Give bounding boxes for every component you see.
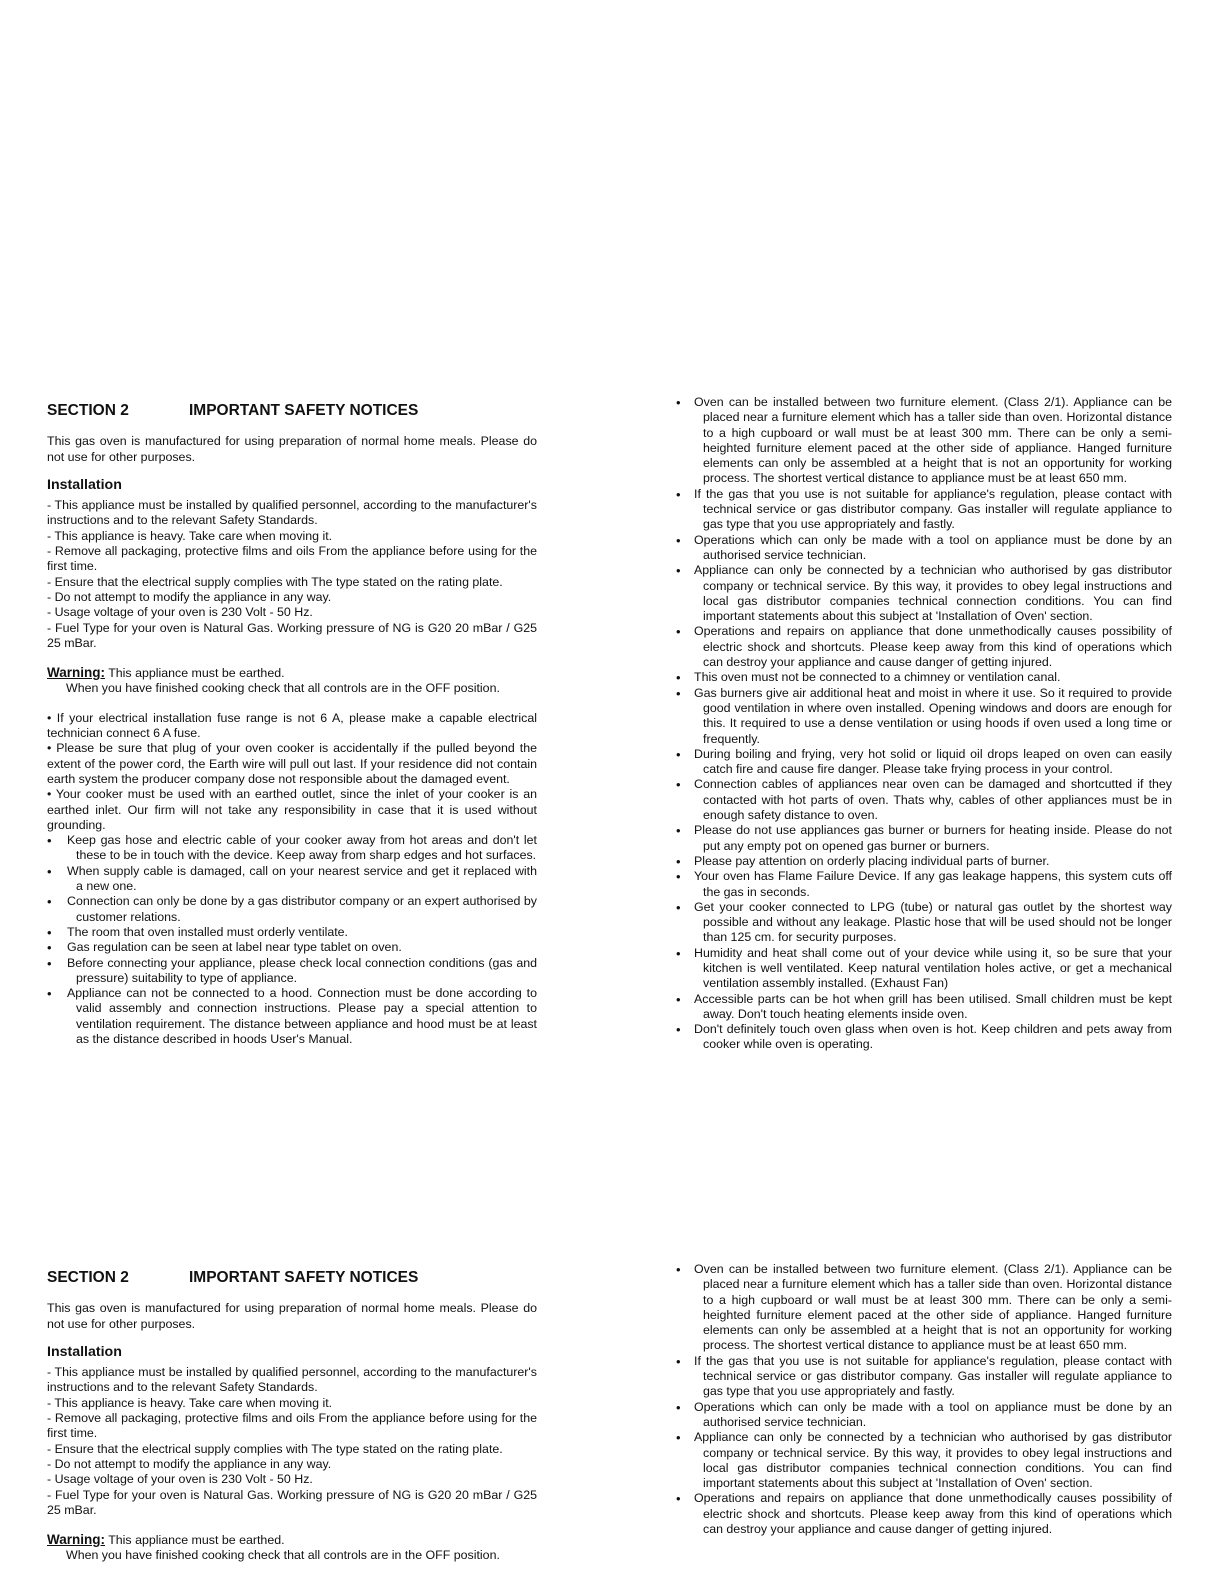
- installation-item: - This appliance is heavy. Take care when moving it.: [47, 1395, 333, 1410]
- section-number: SECTION 2: [47, 1269, 129, 1286]
- right-bullet-list: [676, 395, 1172, 1053]
- intro-paragraph: This gas oven is manufactured for using preparation of normal home meals. Please do not use for other purposes.: [47, 1301, 537, 1331]
- installation-item: - Do not attempt to modify the appliance in any way.: [47, 1456, 332, 1471]
- plain-bullet: • Your cooker must be used with an earthed outlet, since the inlet of your cooker is an earthed inlet. Our firm will not take any responsibility in case that it is used without grounding.: [47, 787, 537, 832]
- section-title: IMPORTANT SAFETY NOTICES: [189, 1269, 419, 1286]
- bullet-item: • Get your cooker connected to LPG (tube) or natural gas outlet by the shortest way possible and without any leakage. Plastic hose that will be used should not be longer than 125 cm. for security purposes.: [676, 900, 1172, 946]
- section-number: SECTION 2: [47, 402, 129, 419]
- installation-heading: Installation: [47, 1343, 122, 1360]
- bullet-item: • Don't definitely touch oven glass when oven is hot. Keep children and pets away from cooker while oven is operating.: [676, 1022, 1172, 1053]
- warning-text: This appliance must be earthed.: [108, 1533, 285, 1548]
- installation-item: - This appliance is heavy. Take care when moving it.: [47, 528, 333, 543]
- plain-bullet: • If your electrical installation fuse range is not 6 A, please make a capable electrical technician connect 6 A fuse.: [47, 710, 537, 741]
- bullet-item: • Oven can be installed between two furniture element. (Class 2/1). Appliance can be placed near a furniture element which has a taller side than oven. Horizontal distance to a high cupboard or wall must be at least 300 mm. There can be only a semi-heighted furniture element paced at the other side of appliance. Hanged furniture elements can only be assembled at a height that is not an opportunity for working process. The shortest vertical distance to appliance must be at least 650 mm.: [676, 1262, 1172, 1354]
- warning-subtext: When you have finished cooking check that all controls are in the OFF position.: [66, 681, 500, 696]
- intro-paragraph: This gas oven is manufactured for using preparation of normal home meals. Please do not use for other purposes.: [47, 434, 537, 464]
- installation-item: - Usage voltage of your oven is 230 Volt - 50 Hz.: [47, 1472, 313, 1487]
- bullet-item: • Operations and repairs on appliance that done unmethodically causes possibility of electric shock and shortcuts. Please keep away from this kind of operations which can destroy your appliance and cause danger of getting injured.: [676, 1491, 1172, 1537]
- right-bullet-list: [676, 1262, 1172, 1537]
- bullet-item: • Appliance can only be connected by a technician who authorised by gas distributor company or technical service. By this way, it provides to obey legal instructions and local gas distributor companies technical connection conditions. You can find important statements about this subject at 'Installation of Oven' section.: [676, 1430, 1172, 1491]
- left-column: [47, 1262, 537, 1578]
- section-title: IMPORTANT SAFETY NOTICES: [189, 402, 419, 419]
- bullet-item: • Keep gas hose and electric cable of your cooker away from hot areas and don't let these to be in touch with the device. Keep away from sharp edges and hot surfaces.: [47, 833, 537, 864]
- page-copy-2: [0, 1262, 1225, 1585]
- bullet-item: • Before connecting your appliance, please check local connection conditions (gas and pressure) suitability to type of appliance.: [47, 956, 537, 987]
- installation-item: - This appliance must be installed by qualified personnel, according to the manufacturer's instructions and to the relevant Safety Standards.: [47, 498, 537, 528]
- installation-item: - Ensure that the electrical supply complies with The type stated on the rating plate.: [47, 574, 503, 589]
- warning-label: Warning:: [47, 1532, 105, 1548]
- bullet-item: • Humidity and heat shall come out of your device while using it, so be sure that your kitchen is well ventilated. Keep natural ventilation holes active, or get a mechanical ventilation assembly installed. (Exhaust Fan): [676, 946, 1172, 992]
- bullet-item: • Please do not use appliances gas burner or burners for heating inside. Please do not put any empty pot on opened gas burner or burners.: [676, 823, 1172, 854]
- installation-heading: Installation: [47, 476, 122, 493]
- bullet-item: • Oven can be installed between two furniture element. (Class 2/1). Appliance can be placed near a furniture element which has a taller side than oven. Horizontal distance to a high cupboard or wall must be at least 300 mm. There can be only a semi-heighted furniture element paced at the other side of appliance. Hanged furniture elements can only be assembled at a height that is not an opportunity for working process. The shortest vertical distance to appliance must be at least 650 mm.: [676, 395, 1172, 487]
- bullet-item: • During boiling and frying, very hot solid or liquid oil drops leaped on oven can easily catch fire and cause fire danger. Please take frying process in your control.: [676, 747, 1172, 778]
- installation-list: [47, 498, 537, 651]
- installation-item: - Fuel Type for your oven is Natural Gas. Working pressure of NG is G20 20 mBar / G25 25 mBar.: [47, 1487, 537, 1517]
- warning-text: This appliance must be earthed.: [108, 666, 285, 681]
- bullet-item: • Accessible parts can be hot when grill has been utilised. Small children must be kept away. Don't touch heating elements inside oven.: [676, 992, 1172, 1023]
- bullet-item: • Gas regulation can be seen at label near type tablet on oven.: [47, 940, 537, 955]
- installation-item: - Remove all packaging, protective films and oils From the appliance before using for the first time.: [47, 1411, 537, 1441]
- section-heading: [47, 1270, 537, 1285]
- right-column: [676, 395, 1172, 1053]
- left-column: [47, 395, 537, 1047]
- installation-item: - This appliance must be installed by qualified personnel, according to the manufacturer's instructions and to the relevant Safety Standards.: [47, 1365, 537, 1395]
- installation-item: - Remove all packaging, protective films and oils From the appliance before using for the first time.: [47, 544, 537, 574]
- bullet-item: • Operations and repairs on appliance that done unmethodically causes possibility of electric shock and shortcuts. Please keep away from this kind of operations which can destroy your appliance and cause danger of getting injured.: [676, 624, 1172, 670]
- right-column: [676, 1262, 1172, 1537]
- bullet-item: • Gas burners give air additional heat and moist in where it use. So it required to provide good ventilation in where oven installed. Opening windows and doors are enough for this. It required to use a dense ventilation or using hoods if oven used a long time or frequently.: [676, 686, 1172, 747]
- bullet-item: • This oven must not be connected to a chimney or ventilation canal.: [676, 670, 1172, 685]
- left-bullet-list: [47, 833, 537, 1047]
- bullet-item: • Connection can only be done by a gas distributor company or an expert authorised by customer relations.: [47, 894, 537, 925]
- installation-list: [47, 1365, 537, 1518]
- warning-line: [47, 1532, 537, 1548]
- bullet-item: • When supply cable is damaged, call on your nearest service and get it replaced with a new one.: [47, 864, 537, 895]
- warning-subtext: When you have finished cooking check that all controls are in the OFF position.: [66, 1548, 500, 1563]
- installation-item: - Ensure that the electrical supply complies with The type stated on the rating plate.: [47, 1441, 503, 1456]
- warning-line: [47, 665, 537, 681]
- bullet-item: • Connection cables of appliances near oven can be damaged and shortcutted if they contacted with hot parts of oven. Thats why, cables of other appliances must be in enough safety distance to oven.: [676, 777, 1172, 823]
- bullet-item: • Operations which can only be made with a tool on appliance must be done by an authorised service technician.: [676, 533, 1172, 564]
- section-heading: [47, 403, 537, 418]
- bullet-item: • Appliance can only be connected by a technician who authorised by gas distributor company or technical service. By this way, it provides to obey legal instructions and local gas distributor companies technical connection conditions. You can find important statements about this subject at 'Installation of Oven' section.: [676, 563, 1172, 624]
- plain-bullet-list: [47, 711, 537, 833]
- bullet-item: • Appliance can not be connected to a hood. Connection must be done according to valid assembly and connection instructions. Please pay a special attention to ventilation requirement. The distance between appliance and hood must be at least as the distance described in hoods User's Manual.: [47, 986, 537, 1047]
- page-copy-1: [0, 395, 1225, 1145]
- plain-bullet: • Please be sure that plug of your oven cooker is accidentally if the pulled beyond the extent of the power cord, the Earth wire will pull out last. If your residence did not contain earth system the producer company dose not responsible about the damaged event.: [47, 741, 537, 786]
- warning-label: Warning:: [47, 665, 105, 681]
- bullet-item: • If the gas that you use is not suitable for appliance's regulation, please contact with technical service or gas distributor company. Gas installer will regulate appliance to gas type that you use appropriately and fastly.: [676, 1354, 1172, 1400]
- bullet-item: • Operations which can only be made with a tool on appliance must be done by an authorised service technician.: [676, 1400, 1172, 1431]
- installation-item: - Fuel Type for your oven is Natural Gas. Working pressure of NG is G20 20 mBar / G25 25 mBar.: [47, 620, 537, 650]
- installation-item: - Usage voltage of your oven is 230 Volt - 50 Hz.: [47, 605, 313, 620]
- bullet-item: • Please pay attention on orderly placing individual parts of burner.: [676, 854, 1172, 869]
- bullet-item: • If the gas that you use is not suitable for appliance's regulation, please contact with technical service or gas distributor company. Gas installer will regulate appliance to gas type that you use appropriately and fastly.: [676, 487, 1172, 533]
- installation-item: - Do not attempt to modify the appliance in any way.: [47, 589, 332, 604]
- bullet-item: • Your oven has Flame Failure Device. If any gas leakage happens, this system cuts off the gas in seconds.: [676, 869, 1172, 900]
- bullet-item: • The room that oven installed must orderly ventilate.: [47, 925, 537, 940]
